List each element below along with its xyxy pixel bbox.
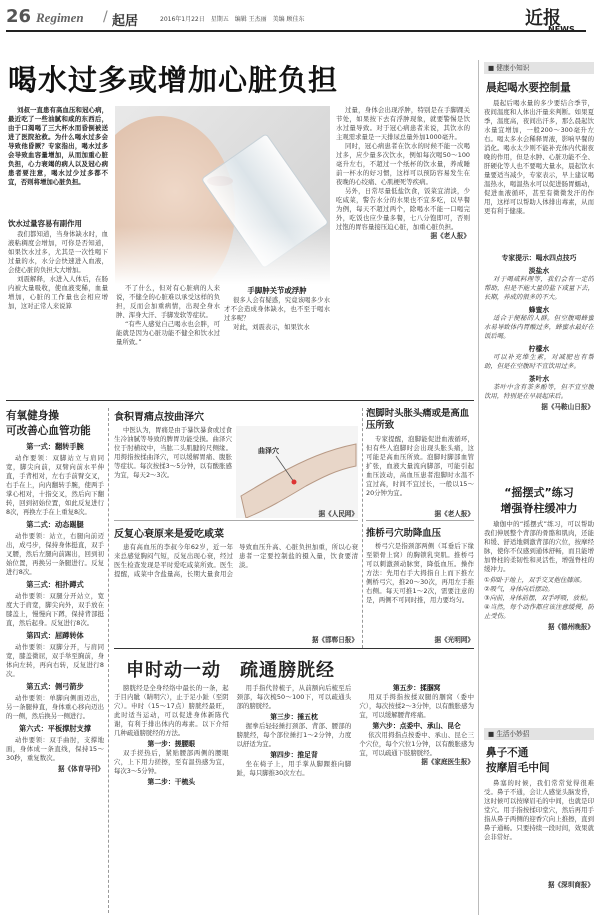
mid-article-3-source: 据《老人报》 bbox=[434, 510, 474, 518]
mid-article-2 bbox=[114, 525, 358, 645]
meridian-step-heading: 第三步：捶五枕 bbox=[270, 713, 318, 721]
mid-article-2-title: 反复心衰原来是爱吃咸菜 bbox=[114, 529, 224, 540]
sidebar-bottom-label: 生活小妙招 bbox=[496, 730, 530, 738]
bottom-article-source: 据《家庭医生报》 bbox=[421, 758, 474, 766]
mid-article-1 bbox=[114, 408, 358, 518]
exercise-heading: 第一式：翻转手腕 bbox=[26, 442, 84, 451]
tip-text: 对于喝咸料理等，我们会有一定的帮助，但是不能大量的盐下咸量下去，长期，养成的很多的不大。 bbox=[484, 275, 594, 301]
mid-article-3 bbox=[366, 408, 474, 520]
mid-article-4-text: 桥弓穴是指颈部两侧（耳垂后下缘至锁骨上窝）的胸锁乳突肌。推桥弓可以刺激颈动脉窦，降低血压。操作方法：先用右手大拇指自上而下推左侧桥弓穴，推20～30次，再用左手推右侧。每天可推1～2次，需要注意的是，两侧不可同时推，用力要均匀。 bbox=[366, 542, 474, 604]
sidebar-tips bbox=[484, 265, 594, 401]
section-rule-3 bbox=[366, 520, 474, 521]
sidebar-top-subtitle: 专家提示：喝水四点技巧 bbox=[501, 254, 577, 262]
exercise-text: 动作要领：单脚向侧面迈出，另一条腿伸直，身体重心移向迈出的一侧，然后换另一侧进行。 bbox=[6, 694, 104, 720]
exercise-text: 动作要领：双手曲肘，支撑地面，身体成一条直线，保持15～30秒，重复数次。 bbox=[6, 736, 104, 762]
tip-title: 蜂蜜水 bbox=[528, 306, 550, 314]
main-col2-p2: “有些人感觉自己喝水也会胖，可能就是因为心脏功能不健全和饮水过量所致。” bbox=[116, 320, 220, 346]
sidebar-bottom-title-1: 鼻子不通 bbox=[486, 747, 529, 759]
sidebar-top-text: 晨起后喝水量的多少要结合季节，夜间温度和人体出汗量来判断。如果夏季，温度高，夜间出汗多，那么晨起饮水量宜增加，一般200～300毫升左右。喝太多水会稀释胃液，影响早餐的消化。喝水太少则不能补充体内代谢夜晚的作用，但是水肿、心脏功能不全、肝硬化等人也不要喝大量水，晨起饮水量要适当减少，专家表示，早上建议喝温热水，喝温热水可以促进肠胃蠕动，促进血液循环，甚至有微微发汗的作用，这样可以帮助人体排出毒素，从而更有利于健康。 bbox=[484, 99, 594, 215]
yoga-step: ①仰卧于地上，双手交叉抱住膝部。 bbox=[484, 576, 586, 584]
sidebar-mid-title-1: “摇摆式”练习 bbox=[504, 486, 574, 499]
tip-title: 淡盐水 bbox=[528, 267, 550, 275]
section-rule-2 bbox=[114, 520, 358, 521]
main-col2 bbox=[116, 284, 220, 394]
dateline: 2016年1月22日 星期五 编辑 王杰丽 美编 顾佳东 bbox=[160, 16, 305, 23]
mid-article-4-source: 据《光明网》 bbox=[434, 636, 474, 644]
photo-fade bbox=[115, 226, 330, 284]
exercise-text: 动作要领：双脚站立与肩同宽，脚尖向前，双臂向前水平伸直，手背相对，左右手前臂交叉，右手在上，向内翻转手腕，使两手掌心相对，十指交叉，然后向下翻转，回到初始位置，如此反复进行8次，再换左手在上重复8次。 bbox=[6, 454, 104, 516]
main-col1-p1: 我们都知道，当身体缺水时，血液粘稠度会增加，可你是否知道，如果饮水过多，尤其是一次性喝下过量的水，水分会快速进入血液，会使心脏的负担大大增加。 bbox=[8, 230, 108, 274]
sidebar-top-title: 晨起喝水要控制量 bbox=[486, 82, 571, 94]
left-column bbox=[6, 408, 104, 914]
tip-text: 茶叶中含有茶多酚等，但不宜空腹饮用，特别是在早晨起床后。 bbox=[484, 383, 594, 400]
meridian-step-text: 坐在椅子上，用手掌从脚踝推向脚趾，每只脚推30次左右。 bbox=[236, 760, 352, 777]
mid-article-4 bbox=[366, 525, 474, 633]
meridian-step-heading: 第五步：揉腘窝 bbox=[392, 684, 441, 692]
mid-article-1-body: 中医认为，胃痛是由于暴饮暴食或过食生冷油腻等导致的脾胃功能受损。曲泽穴位于肘横纹中，当肱二头肌腱的尺侧缘。用拇指按揉曲泽穴，可以缓解胃痛、腹胀等症状。每次按揉3～5分钟，以有酸胀感为宜，每天2～3次。 bbox=[114, 426, 232, 479]
exercise-heading: 第五式：侧弓箭步 bbox=[26, 682, 84, 691]
sidebar-bottom-label-bar bbox=[484, 728, 594, 740]
acupoint-dot bbox=[292, 480, 297, 485]
main-col1-p2: 刘震解释，水进入人体后，在肠内被大量吸收，使血液变稀，血量增加，心脏的工作量也会相应增加，这对正常人来说算 bbox=[8, 275, 108, 310]
meridian-step-heading: 第六步：点委中、承山、昆仑 bbox=[372, 722, 461, 730]
meridian-step-text: 用双手拇指按揉双腿的腘窝（委中穴），每次按揉2～3分钟，以有酸胀感为宜，可以缓解腰背疼痛。 bbox=[359, 693, 474, 719]
main-col2-p5: 对此，刘震表示，如果饮水 bbox=[232, 323, 310, 331]
sidebar-bottom bbox=[484, 728, 594, 914]
sidebar-mid-text: 瑜伽中的“摇摆式”练习，可以帮助我们伸展整个背部的骨骼和肌肉，还能和缓、舒适地刺激背部的穴位，按摩经脉，使你不仅感到通体舒畅，而且能增加脊柱的柔韧性和灵活性，增强脊柱的缓冲力。 bbox=[484, 520, 594, 573]
main-col3-p1: 过量，身体会出现浮肿，特别是在手脚踝关节处，如果按下去有浮肿现象，就要警惕是饮水过量导致。对于冠心病患者来说，其饮水的主观需求量是一天排尿总量外加1000毫升。 bbox=[336, 106, 470, 141]
exercise-text: 动作要领：站立，右腿向前迈出，成弓步，保持身体挺直，双手叉腰，然后左腿向前踢出，回到初始位置，再换另一条腿进行。反复进行8次。 bbox=[6, 532, 104, 576]
mid-article-4-title: 推桥弓穴助降血压 bbox=[366, 528, 442, 539]
bullet-icon: ■ bbox=[488, 64, 497, 72]
meridian-step-text: 用手指代替梳子，从前额向后梳至后颈部，每次梳50～100下，可以疏通头部的膀胱经。 bbox=[236, 684, 352, 710]
bottom-article-body bbox=[114, 684, 474, 914]
main-col3 bbox=[336, 106, 470, 394]
main-article-title: 喝水过多或增加心脏负担 bbox=[8, 63, 339, 97]
main-source: 据《老人报》 bbox=[430, 232, 470, 240]
meridian-step-text: 双手搓热后，紧贴腰部两侧的腰眼穴，上下用力搓擦，至有温热感为宜，每次3～5分钟。 bbox=[114, 749, 229, 775]
exercise-heading: 第三式：相扑蹲式 bbox=[26, 580, 84, 589]
left-sections bbox=[6, 442, 104, 763]
section-rule-1 bbox=[6, 400, 474, 401]
bullet-icon: ■ bbox=[488, 730, 497, 738]
mid-article-3-text: 专家提醒，泡脚能促进血液循环，但有些人泡脚时会出现头胀头痛，这可能是高血压所致。泡脚时脚部血管扩张，血液大量流向脚部，可能引起血压波动，高血压患者泡脚时水温不宜过高，时间不宜过长，一般以15～20分钟为宜。 bbox=[366, 435, 474, 497]
yoga-step: ②吸气，身体向后摆动。 bbox=[484, 585, 554, 593]
sidebar-mid-title-2: 增强脊柱缓冲力 bbox=[500, 502, 578, 515]
exercise-heading: 第六式：平板撑肘支撑 bbox=[19, 724, 91, 733]
sidebar-divider bbox=[478, 60, 479, 915]
brand-logo-cn: 近报 bbox=[525, 8, 561, 29]
meridian-step-text: 握拳后轻轻捶打颈部、背部、腰部的膀胱经，每个部位捶打1～2分钟，力度以舒适为宜。 bbox=[236, 722, 352, 748]
mid-article-1-title: 食积胃痛点按曲泽穴 bbox=[114, 412, 204, 423]
sidebar-mid-source: 据《德州晚报》 bbox=[547, 623, 594, 631]
main-col2-p4: 很多人会有疑惑，究竟该喝多少水才不会造成身体缺水，也不至于喝水过多呢？ bbox=[224, 296, 330, 322]
main-article-lead bbox=[8, 106, 108, 214]
sidebar-bottom-title-2: 按摩眉毛中间 bbox=[486, 762, 550, 774]
exercise-text: 动作要领：双腿分开站立，宽度大于肩宽，脚尖向外，双手放在膝盖上，慢慢向下蹲，保持背部挺直，然后起身。反复进行8次。 bbox=[6, 592, 104, 627]
header-rule bbox=[6, 30, 586, 32]
sidebar-top-source: 据《马鞍山日报》 bbox=[541, 403, 594, 411]
main-col3-p3: 另外，日常尽量低盐饮食，饭菜宜清淡，少吃咸菜，警告水分的水果也不宜多吃，以早餐为例，每天不超过两个，除喝水不能一口喝完外，吃饭也应少量多餐，七八分饱即可，否则过饱的胃容量接压迫心脏，加重心脏负担。 bbox=[336, 187, 470, 231]
left-divider bbox=[108, 408, 109, 913]
section-rule-4 bbox=[114, 648, 474, 649]
elbow-diagram bbox=[236, 426, 358, 518]
exercise-text: 动作要领：双脚分开，与肩同宽，膝盖微屈，双手举至胸前，身体向左转，再向右转，反复进行8次。 bbox=[6, 643, 104, 678]
meridian-step-heading: 第一步：搓腰眼 bbox=[147, 740, 196, 748]
left-title-2: 可改善心血管功能 bbox=[6, 425, 91, 437]
acupoint-label: 曲泽穴 bbox=[258, 447, 279, 455]
mid-article-2-text bbox=[114, 543, 358, 635]
exercise-heading: 第四式：屈蹲转体 bbox=[26, 631, 84, 640]
mid-divider bbox=[362, 408, 363, 648]
lead-subhead: 饮水过量容易有副作用 bbox=[8, 219, 82, 228]
drinking-photo bbox=[115, 106, 330, 284]
sidebar-top-label: 健康小知识 bbox=[496, 64, 530, 72]
main-subhead-2: 手脚肿关节或浮肿 bbox=[247, 286, 307, 295]
section-title-cn: 起居 bbox=[112, 14, 139, 29]
yoga-step: ④当然，每个动作都应该注意缓慢，防止受伤。 bbox=[484, 603, 594, 620]
mid-article-3-title: 泡脚时头胀头痛或是高血压所致 bbox=[366, 408, 470, 431]
tip-title: 柠檬水 bbox=[528, 345, 550, 353]
mid-article-1-source: 据《人民网》 bbox=[318, 510, 358, 518]
tip-text: 适合于便秘的人群。但空腹喝蜂蜜水易导致体内胃酸过多，蜂蜜水最好在饭后喝。 bbox=[484, 314, 594, 340]
tip-title: 茶叶水 bbox=[528, 375, 550, 383]
main-col2-right bbox=[224, 284, 330, 394]
sidebar-bottom-source: 据《深圳商报》 bbox=[547, 881, 594, 889]
bottom-article-title: 申时动一动 疏通膀胱经 bbox=[126, 660, 335, 681]
left-source: 据《体育导刊》 bbox=[57, 765, 104, 773]
exercise-heading: 第二式：动态踢腿 bbox=[26, 520, 84, 529]
meridian-step-heading: 第二步：干梳头 bbox=[147, 778, 196, 786]
main-col2-p1: 不了什么，但对有心脏病的人来说，不健全的心脏难以承受这样的负担，反而会加重病情，出现全身水肿、浑身大汗、手脚发软等症状。 bbox=[116, 284, 220, 319]
main-col1 bbox=[8, 230, 108, 328]
mid-article-2-body: 患有高血压的李叔今年62岁，近一年来总感觉胸闷气短，反复出现心衰，经过医生检查发现是平时爱吃咸菜所致。医生提醒，咸菜中含盐量高，长期大量食用会导致血压升高、心脏负担加重，所以心衰患者一定要控制盐的摄入量，饮食要清淡。 bbox=[114, 543, 358, 578]
sidebar-mid bbox=[484, 484, 594, 722]
mid-article-2-source: 据《邯郸日报》 bbox=[311, 636, 358, 644]
sidebar-top bbox=[484, 62, 594, 480]
bottom-article-intro: 膀胱经是全身经络中最长的一条，起于目内眦（睛明穴），止于足小趾（至阴穴）。申时（15～17点）膀胱经最旺，此时适当运动，可以促进身体新陈代谢，有利于排出体内的毒素。以下介绍几种疏通膀胱经的方法。 bbox=[114, 684, 229, 737]
mid-article-1-text bbox=[114, 426, 232, 518]
section-title-en: Regimen bbox=[36, 10, 84, 25]
meridian-step-heading: 第四步：推足背 bbox=[270, 751, 318, 759]
main-col3-p2: 同时，冠心病患者在饮水的时候不能一次喝过多，应少量多次饮水，例如每次喝50～100毫升左右，不超过一个纸杯的饮水量，养成睡前一杯水的好习惯，这样可以预防容易发生在夜晚的心绞痛、心肌梗死等疾病。 bbox=[336, 142, 470, 186]
sidebar-top-label-bar bbox=[484, 62, 594, 74]
page-number: 26 bbox=[6, 6, 32, 27]
tip-text: 可以补充维生素，对减肥也有帮助，但是在空腹时不宜饮用过多。 bbox=[484, 353, 594, 370]
sidebar-mid-steps bbox=[484, 576, 594, 621]
arm-illustration bbox=[236, 426, 358, 518]
sidebar-bottom-text: 鼻塞的时候，我们常常觉得很难受。鼻子不通，会让人感觉头脑发昏，这时候可以按摩眉毛的中间，也就是印堂穴。用手指按揉印堂穴，然后再用手指从鼻子两侧的迎香穴向上推擦，直到鼻子通畅。只要持续一段时间，效果就会非常好。 bbox=[484, 779, 594, 841]
yoga-step: ③向前，身体前摆，双手呼吸，放松。 bbox=[484, 594, 592, 602]
section-slash: / bbox=[103, 9, 108, 25]
lead-text: 刘叔一直患有高血压和冠心病，最近吃了一些油腻和咸的东西后，由于口渴喝了三大杯水而昏倒被送进了医院抢救。为什么喝水过多会导致他昏厥？专家指出，喝水过多会导致血容量增加，从而加重心脏负担，心力衰竭的病人以及冠心病患者要注意，喝水过少过多都不宜，否则将增加心脏负担。 bbox=[8, 106, 108, 186]
meridian-step-text: 依次用拇指点按委中、承山、昆仑三个穴位，每个穴位1分钟，以有酸胀感为宜，可以疏通下肢膀胱经。 bbox=[359, 731, 474, 757]
left-title-1: 有氧健身操 bbox=[6, 410, 59, 422]
page-header bbox=[0, 0, 600, 44]
